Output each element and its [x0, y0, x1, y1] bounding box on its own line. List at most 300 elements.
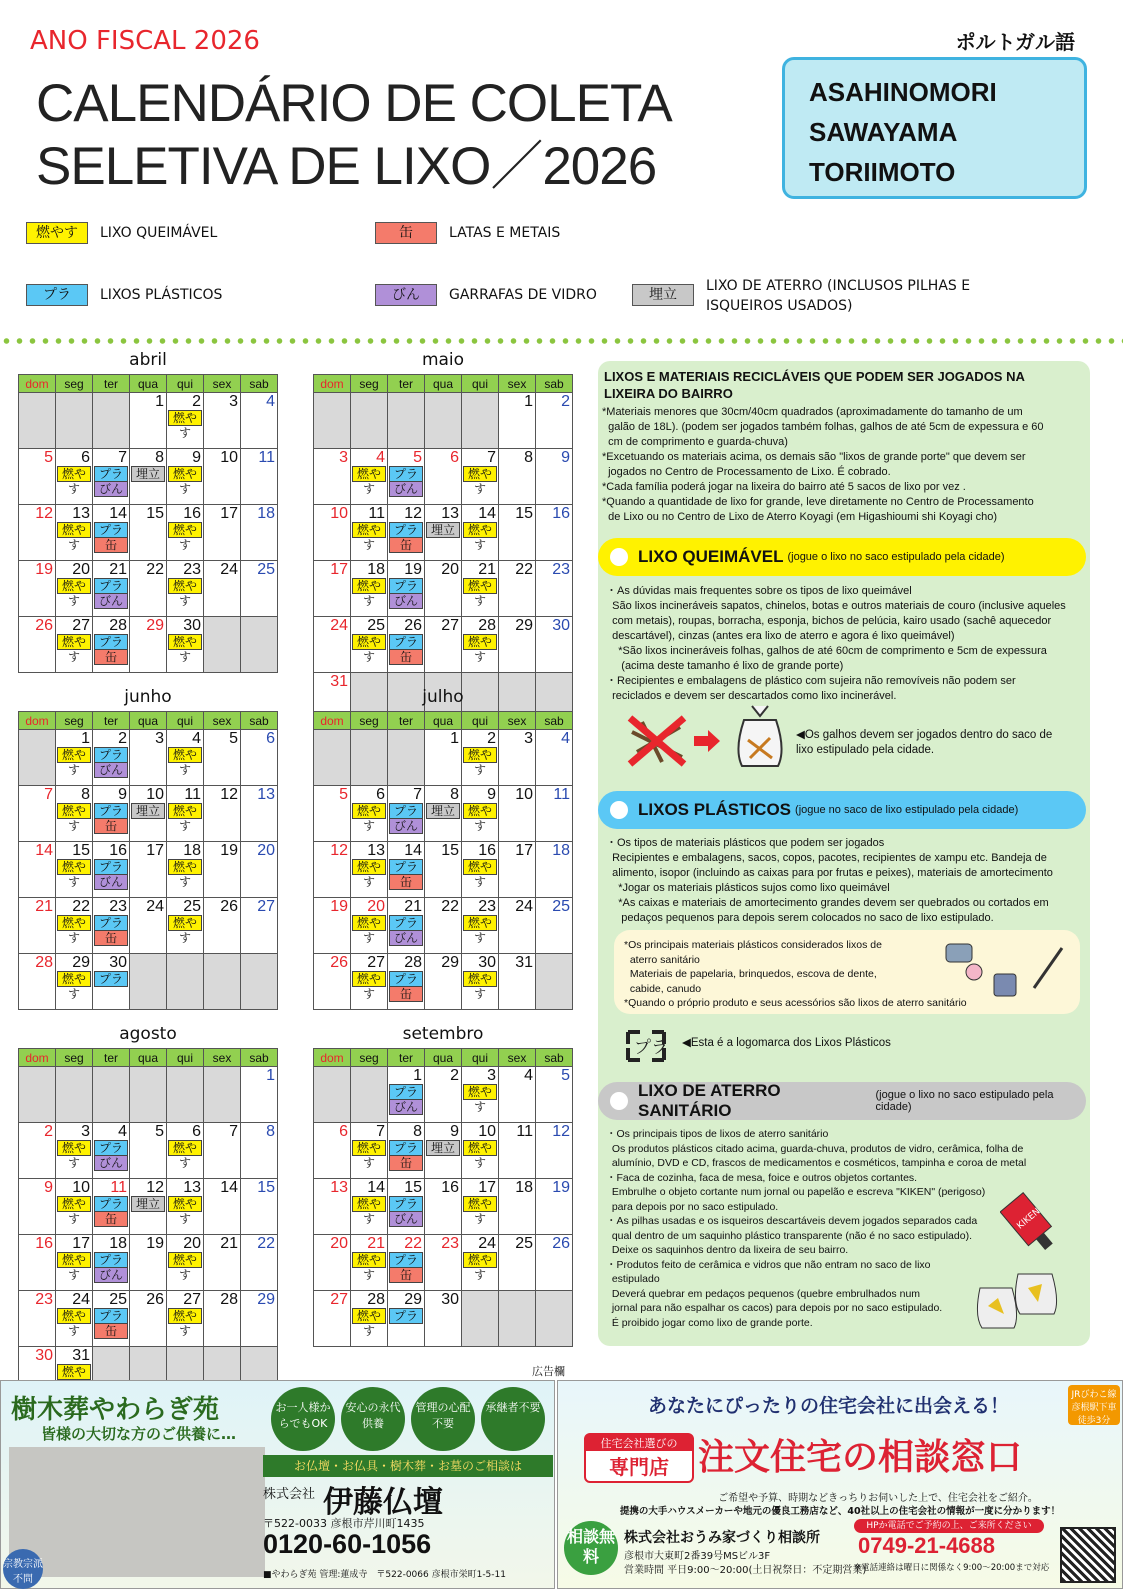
day-cell	[56, 617, 93, 673]
weekday-header: qui	[462, 1049, 499, 1067]
collection-tag: 缶	[389, 649, 423, 665]
weekday-header: seg	[351, 375, 388, 393]
day-number: 22	[441, 898, 459, 915]
day-number: 24	[330, 617, 348, 634]
day-cell	[167, 617, 204, 673]
day-number: 21	[367, 1235, 385, 1252]
day-number: 21	[404, 898, 422, 915]
collection-tag: プラ	[389, 1252, 423, 1268]
day-cell	[93, 842, 130, 898]
day-number: 11	[553, 786, 570, 803]
ad-housing[interactable]	[557, 1380, 1123, 1589]
day-cell	[56, 1123, 93, 1179]
day-cell	[204, 730, 241, 786]
day-number: 13	[257, 786, 275, 803]
day-cell	[314, 449, 351, 505]
day-cell	[388, 449, 425, 505]
day-cell	[499, 954, 536, 1010]
weekday-header: qua	[425, 1049, 462, 1067]
day-cell	[462, 1123, 499, 1179]
collection-tag: 燃やす	[463, 578, 497, 594]
text-line: ・As dúvidas mais frequentes sobre os tipos de lixo queimável	[606, 585, 912, 597]
day-cell	[499, 842, 536, 898]
empty-day	[241, 954, 278, 1010]
day-cell	[462, 786, 499, 842]
collection-tag: 燃やす	[57, 1252, 91, 1268]
day-cell	[314, 786, 351, 842]
weekday-header: dom	[314, 375, 351, 393]
weekday-header: seg	[56, 1049, 93, 1067]
weekday-header: dom	[19, 375, 56, 393]
collection-tag: 燃やす	[168, 1196, 202, 1212]
day-cell	[204, 1179, 241, 1235]
calendar-junho	[18, 711, 278, 1010]
day-cell	[536, 561, 573, 617]
day-cell	[462, 617, 499, 673]
day-cell	[314, 617, 351, 673]
day-cell	[536, 786, 573, 842]
collection-tag: 缶	[94, 930, 128, 946]
day-number: 5	[229, 730, 238, 747]
legend-item-plastic	[26, 284, 222, 306]
ad-company-prefix: 株式会社	[263, 1487, 316, 1502]
day-number: 10	[72, 1179, 90, 1196]
day-number: 20	[441, 561, 459, 578]
day-cell	[462, 898, 499, 954]
day-cell	[388, 561, 425, 617]
collection-tag: 燃やす	[463, 747, 497, 763]
weekday-header: sab	[536, 712, 573, 730]
ad-housing-company: 株式会社おうみ家づくり相談所	[624, 1530, 820, 1546]
day-number: 16	[183, 505, 201, 522]
collection-tag: 燃やす	[352, 634, 386, 650]
day-number: 27	[72, 617, 90, 634]
empty-day	[314, 1067, 351, 1123]
day-number: 16	[109, 842, 127, 859]
day-cell	[241, 1291, 278, 1347]
day-cell	[388, 842, 425, 898]
collection-tag: びん	[94, 481, 128, 497]
day-number: 27	[183, 1291, 201, 1308]
collection-tag: 燃やす	[352, 915, 386, 931]
qr-code[interactable]	[1060, 1527, 1116, 1583]
text-line: *Excetuando os materiais acima, os demais são "lixos de grande porte" que devem ser	[602, 451, 1026, 463]
collection-tag: 燃やす	[352, 971, 386, 987]
day-number: 21	[35, 898, 53, 915]
empty-day	[314, 393, 351, 449]
collection-tag: プラ	[389, 803, 423, 819]
day-cell	[388, 786, 425, 842]
ad-company-name: 伊藤仏壇	[323, 1485, 443, 1520]
knife-kiken-icon	[1000, 1192, 1058, 1254]
ad-phone[interactable]: 0120-60-1056	[263, 1529, 432, 1559]
collection-tag: 燃やす	[168, 578, 202, 594]
text-line: ・Os principais tipos de lixos de aterro sanitário	[606, 1128, 829, 1140]
day-number: 26	[146, 1291, 164, 1308]
collection-tag: びん	[389, 1211, 423, 1227]
day-number: 30	[183, 617, 201, 634]
weekday-header: sex	[204, 712, 241, 730]
day-cell	[536, 449, 573, 505]
day-cell	[130, 505, 167, 561]
day-number: 6	[81, 449, 90, 466]
day-cell	[130, 393, 167, 449]
day-number: 3	[487, 1067, 496, 1084]
area-name: SAWAYAMA	[809, 117, 958, 147]
day-cell	[314, 1179, 351, 1235]
day-number: 5	[155, 1123, 164, 1140]
day-number: 31	[72, 1347, 90, 1364]
ad-housing-main: 注文住宅の相談窓口	[698, 1437, 1023, 1478]
ad-desc-1: ご希望や予算、時期などきっちりお伺いした上で、住宅会社をご紹介。	[718, 1493, 1038, 1504]
day-number: 10	[478, 1123, 496, 1140]
day-number: 15	[441, 842, 459, 859]
collection-tag: びん	[94, 762, 128, 778]
day-number: 2	[118, 730, 127, 747]
collection-tag: 埋立	[131, 803, 165, 819]
day-cell	[56, 954, 93, 1010]
calendar-julho	[313, 711, 573, 1010]
collection-tag: 缶	[94, 649, 128, 665]
collection-tag: びん	[389, 593, 423, 609]
landfill-title: LIXO DE ATERRO SANITÁRIO	[638, 1081, 781, 1120]
ad-consult: お仏壇・お仏具・樹木葬・お墓のご相談は	[263, 1455, 553, 1477]
day-number: 7	[44, 786, 53, 803]
text-line: Deverá quebrar em pedaços pequenos (quebre embrulhados num	[606, 1287, 921, 1300]
day-number: 28	[109, 617, 127, 634]
collection-tag: 缶	[389, 986, 423, 1002]
day-number: 6	[450, 449, 459, 466]
day-number: 7	[118, 449, 127, 466]
ad-badge: 管理の心配不要	[411, 1387, 475, 1451]
day-number: 20	[183, 1235, 201, 1252]
day-number: 23	[109, 898, 127, 915]
day-cell	[19, 842, 56, 898]
weekday-header: qua	[130, 712, 167, 730]
day-number: 30	[552, 617, 570, 634]
day-cell	[130, 1179, 167, 1235]
collection-tag: 埋立	[426, 522, 460, 538]
day-number: 19	[404, 561, 422, 578]
weekday-header: sab	[241, 375, 278, 393]
ad-housing-hours: 営業時間 平日9:00～20:00(土日祝祭日：不定期営業)	[624, 1565, 867, 1576]
collection-tag: 燃やす	[57, 859, 91, 875]
text-line: Materiais de papelaria, brinquedos, escova de dente,	[624, 968, 877, 980]
day-cell	[56, 842, 93, 898]
collection-tag: プラ	[94, 803, 128, 819]
day-cell	[314, 1291, 351, 1347]
day-cell	[93, 1179, 130, 1235]
legend-label: LIXOS PLÁSTICOS	[100, 287, 223, 303]
collection-tag: プラ	[389, 466, 423, 482]
day-number: 11	[368, 505, 385, 522]
collection-tag: 燃やす	[57, 466, 91, 482]
collection-tag: 燃やす	[57, 1196, 91, 1212]
weekday-header: seg	[351, 1049, 388, 1067]
day-number: 13	[441, 505, 459, 522]
day-number: 3	[524, 730, 533, 747]
ad-station-badge: JRびわこ線 彦根駅下車 徒歩3分	[1068, 1385, 1120, 1425]
weekday-header: sex	[499, 712, 536, 730]
collection-tag: 燃やす	[57, 915, 91, 931]
day-number: 12	[146, 1179, 164, 1196]
collection-tag: 燃やす	[168, 410, 202, 426]
day-number: 16	[478, 842, 496, 859]
day-number: 23	[183, 561, 201, 578]
empty-day	[130, 1067, 167, 1123]
day-cell	[19, 505, 56, 561]
day-number: 6	[192, 1123, 201, 1140]
day-number: 9	[192, 449, 201, 466]
day-cell	[388, 1179, 425, 1235]
collection-tag: プラ	[94, 859, 128, 875]
day-number: 1	[524, 393, 533, 410]
day-number: 29	[72, 954, 90, 971]
day-cell	[167, 505, 204, 561]
title-line-2: SELETIVA DE LIXO／2026	[36, 137, 657, 196]
day-cell	[204, 1291, 241, 1347]
day-number: 9	[44, 1179, 53, 1196]
day-number: 12	[35, 505, 53, 522]
collection-tag: 埋立	[426, 803, 460, 819]
legend-label: LIXO QUEIMÁVEL	[100, 225, 218, 241]
day-number: 7	[229, 1123, 238, 1140]
day-number: 11	[184, 786, 201, 803]
day-number: 18	[367, 561, 385, 578]
day-cell	[19, 954, 56, 1010]
day-cell	[462, 561, 499, 617]
collection-tag: 燃やす	[57, 747, 91, 763]
weekday-header: ter	[93, 375, 130, 393]
advertisements	[0, 1380, 1123, 1589]
title-line-1: CALENDÁRIO DE COLETA	[36, 74, 672, 133]
text-line: ・Produtos feito de cerâmica e vidros que não entram no saco de lixo	[606, 1258, 931, 1271]
day-cell	[130, 561, 167, 617]
day-cell	[388, 1291, 425, 1347]
collection-tag: 燃やす	[168, 915, 202, 931]
text-line: *Jogar os materiais plásticos sujos como lixo queimável	[606, 882, 890, 894]
day-cell	[19, 898, 56, 954]
day-cell	[241, 730, 278, 786]
calendar-setembro	[313, 1048, 573, 1347]
weekday-header: sab	[536, 375, 573, 393]
collection-tag: プラ	[389, 1084, 423, 1100]
day-cell	[314, 1123, 351, 1179]
plastic-text	[606, 836, 1086, 926]
day-number: 22	[404, 1235, 422, 1252]
day-cell	[425, 954, 462, 1010]
collection-tag: 缶	[389, 537, 423, 553]
month-title: julho	[422, 687, 464, 707]
collection-tag: 埋立	[131, 1196, 165, 1212]
day-number: 6	[339, 1123, 348, 1140]
collection-tag: 燃やす	[352, 859, 386, 875]
day-number: 15	[404, 1179, 422, 1196]
day-number: 25	[183, 898, 201, 915]
collection-tag: びん	[389, 1099, 423, 1115]
legend-item-glass	[375, 284, 597, 306]
weekday-header: ter	[93, 712, 130, 730]
day-cell	[462, 1235, 499, 1291]
day-number: 8	[450, 786, 459, 803]
empty-day	[56, 393, 93, 449]
ad-specialist-box	[584, 1433, 694, 1483]
ad-specialist: 専門店	[609, 1455, 669, 1479]
legend-chip: 缶	[375, 222, 437, 244]
empty-day	[499, 1291, 536, 1347]
trash-bag-icon	[730, 700, 790, 772]
ad-desc-2: 提携の大手ハウスメーカーや地元の優良工務店など、40社以上の住宅会社の情報が一度に分かります！	[619, 1506, 1061, 1517]
ad-reserve: HPか電話でご予約の上、ご来所ください	[854, 1519, 1044, 1533]
day-number: 23	[552, 561, 570, 578]
day-cell	[388, 505, 425, 561]
dotted-divider	[0, 338, 1123, 344]
day-number: 13	[72, 505, 90, 522]
legend-item-cans	[375, 222, 560, 244]
day-number: 28	[404, 954, 422, 971]
day-number: 9	[450, 1123, 459, 1140]
text-line: cabide, canudo	[624, 982, 702, 995]
text-line: São lixos incineráveis sapatos, chinelos, botas e outros materiais de couro (inclusive aqueles	[606, 600, 1066, 612]
day-number: 14	[109, 505, 127, 522]
collection-tag: 缶	[389, 874, 423, 890]
day-cell	[56, 898, 93, 954]
empty-day	[204, 954, 241, 1010]
text-line: ・As pilhas usadas e os isqueiros descartáveis devem jogados separados cada	[606, 1215, 978, 1227]
day-number: 21	[478, 561, 496, 578]
day-cell	[241, 1235, 278, 1291]
empty-day	[388, 393, 425, 449]
day-cell	[93, 954, 130, 1010]
ad-housing-phone[interactable]: 0749-21-4688	[858, 1533, 996, 1558]
month-title: setembro	[402, 1024, 484, 1044]
day-number: 24	[72, 1291, 90, 1308]
day-cell	[462, 842, 499, 898]
day-cell	[499, 786, 536, 842]
collection-tag: 燃やす	[168, 522, 202, 538]
text-line: *As caixas e materiais de amortecimento grandes devem ser quebrados ou cortados em	[606, 897, 1049, 909]
day-number: 8	[524, 449, 533, 466]
collection-tag: 燃やす	[352, 1252, 386, 1268]
weekday-header: qua	[130, 375, 167, 393]
day-number: 3	[155, 730, 164, 747]
burnable-header	[598, 538, 1086, 576]
legend-label: LIXO DE ATERRO (INCLUSOS PILHAS E ISQUEIROS USADOS)	[706, 278, 971, 314]
day-cell	[19, 617, 56, 673]
day-number: 11	[110, 1179, 127, 1196]
day-cell	[241, 1123, 278, 1179]
day-cell	[167, 730, 204, 786]
day-number: 24	[220, 561, 238, 578]
day-number: 16	[441, 1179, 459, 1196]
day-number: 13	[330, 1179, 348, 1196]
day-number: 18	[552, 842, 570, 859]
day-cell	[19, 1235, 56, 1291]
day-cell	[167, 842, 204, 898]
svg-text:プラ: プラ	[634, 1038, 668, 1058]
day-number: 12	[552, 1123, 570, 1140]
text-line: alumínio, DVD e CD, frascos de medicamentos e cosméticos, tampinha e coroa de metal	[606, 1157, 1027, 1169]
day-number: 19	[552, 1179, 570, 1196]
collection-tag: 燃やす	[463, 971, 497, 987]
collection-tag: 燃やす	[463, 1140, 497, 1156]
day-number: 31	[330, 673, 348, 690]
ad-funeral[interactable]	[0, 1380, 555, 1589]
collection-tag: 燃やす	[352, 1196, 386, 1212]
empty-day	[388, 730, 425, 786]
collection-tag: プラ	[94, 1140, 128, 1156]
day-number: 10	[330, 505, 348, 522]
day-number: 28	[35, 954, 53, 971]
ad-badge: 承継者不要	[481, 1387, 545, 1451]
text-line: alimento, isopor (incluindo as caixas para por frutas e peixes), materiais de amortecimento	[606, 867, 1053, 879]
day-number: 17	[515, 842, 533, 859]
day-number: 20	[257, 842, 275, 859]
day-cell	[130, 1235, 167, 1291]
collection-tag: プラ	[389, 578, 423, 594]
day-number: 14	[35, 842, 53, 859]
weekday-header: seg	[56, 712, 93, 730]
day-cell	[167, 1235, 204, 1291]
day-number: 23	[35, 1291, 53, 1308]
day-cell	[425, 617, 462, 673]
day-cell	[536, 1235, 573, 1291]
day-cell	[204, 1235, 241, 1291]
day-cell	[499, 898, 536, 954]
day-cell	[19, 1179, 56, 1235]
day-number: 27	[330, 1291, 348, 1308]
day-cell	[204, 786, 241, 842]
day-cell	[93, 505, 130, 561]
day-number: 17	[220, 505, 238, 522]
collection-tag: びん	[94, 1155, 128, 1171]
day-cell	[204, 842, 241, 898]
day-cell	[130, 842, 167, 898]
plastic-items-icon	[944, 938, 1070, 1004]
day-number: 4	[561, 730, 570, 747]
text-line: *Quando a quantidade de lixo for grande, leve diretamente no Centro de Processamento	[602, 496, 1034, 508]
weekday-header: sab	[536, 1049, 573, 1067]
day-number: 12	[220, 786, 238, 803]
day-number: 14	[404, 842, 422, 859]
collection-tag: 埋立	[131, 466, 165, 482]
day-cell	[536, 617, 573, 673]
day-cell	[388, 898, 425, 954]
day-cell	[241, 505, 278, 561]
branches-icon	[622, 712, 692, 770]
day-number: 30	[35, 1347, 53, 1364]
day-number: 7	[487, 449, 496, 466]
collection-tag: 燃やす	[352, 522, 386, 538]
text-line: descartável), cinzas (antes era lixo de aterro e agora é lixo queimável)	[606, 630, 955, 642]
page-title	[36, 72, 672, 198]
collection-tag: プラ	[389, 634, 423, 650]
text-line: ・Os tipos de materiais plásticos que podem ser jogados	[606, 837, 885, 849]
intro-text	[602, 405, 1087, 525]
collection-tag: プラ	[94, 578, 128, 594]
day-cell	[351, 1179, 388, 1235]
empty-day	[167, 1067, 204, 1123]
collection-tag: 燃やす	[352, 1308, 386, 1324]
day-number: 2	[44, 1123, 53, 1140]
day-cell	[536, 1067, 573, 1123]
empty-day	[19, 1067, 56, 1123]
weekday-header: qui	[167, 375, 204, 393]
day-cell	[536, 505, 573, 561]
collection-tag: プラ	[94, 915, 128, 931]
day-cell	[241, 1179, 278, 1235]
day-number: 3	[339, 449, 348, 466]
